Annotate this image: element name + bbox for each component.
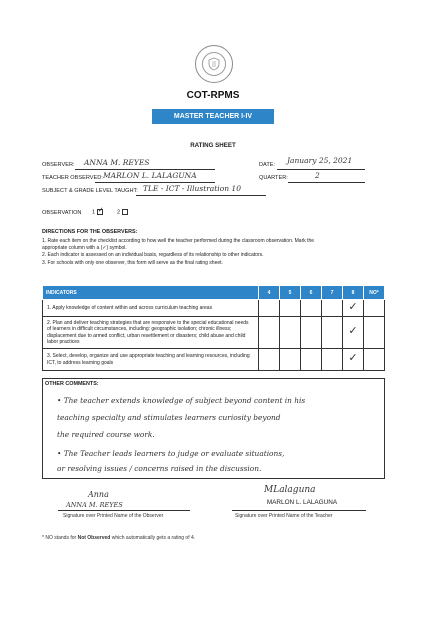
observer-printed-name: ANNA M. REYES [66, 501, 123, 509]
direction-item: appropriate column with a (✓) symbol. [42, 245, 127, 252]
rating-cell-5[interactable] [280, 317, 301, 349]
observation-1-checkbox[interactable] [97, 209, 103, 215]
column-header-4: 4 [259, 286, 280, 300]
teacher-printed-name: MARLON L. LALAGUNA [266, 499, 338, 506]
position-banner: MASTER TEACHER I-IV [152, 109, 274, 124]
teacher-line [95, 182, 215, 183]
column-header-5: 5 [280, 286, 301, 300]
quarter-label: QUARTER: [259, 175, 288, 181]
comment-line: • The teacher extends knowledge of subject beyond content in his [57, 396, 306, 405]
rating-cell-7[interactable] [322, 349, 343, 371]
rating-cell-6[interactable] [301, 349, 322, 371]
observation-label: OBSERVATION [42, 210, 82, 216]
observation-1-checkmark: ✓ [97, 207, 104, 214]
column-header-7: 7 [322, 286, 343, 300]
rating-cell-7[interactable] [322, 300, 343, 317]
date-line [277, 169, 365, 170]
rating-cell-5[interactable] [280, 349, 301, 371]
subject-value[interactable]: TLE - ICT - Illustration 10 [143, 184, 241, 193]
rating-cell-no[interactable] [364, 349, 385, 371]
rating-cell-no[interactable] [364, 300, 385, 317]
table-row [43, 317, 385, 349]
column-header-not-observed: NO* [364, 286, 385, 300]
observer-value[interactable]: ANNA M. REYES [84, 158, 150, 167]
check-mark-icon: ✓ [348, 299, 358, 313]
date-value[interactable]: January 25, 2021 [287, 156, 353, 165]
footnote [42, 535, 195, 541]
rating-cell-4[interactable] [259, 317, 280, 349]
form-title: COT-RPMS [186, 90, 240, 101]
direction-item: 1. Rate each item on the checklist according to how well the teacher performed during the classroom observation. Mark the [42, 238, 315, 244]
observation-2-checkbox[interactable] [122, 209, 128, 215]
directions-list [42, 238, 387, 267]
direction-item: 3. For schools with only one observer, this form will serve as the final rating sheet. [42, 259, 223, 266]
observation-1-option[interactable] [92, 209, 103, 215]
observation-2-label: 2 [117, 209, 121, 216]
footnote-prefix: * NO stands for [42, 535, 78, 541]
footnote-bold: Not Observed [77, 535, 111, 541]
rating-cell-5[interactable] [280, 300, 301, 317]
observer-line [75, 169, 215, 170]
rating-cell-8[interactable] [343, 317, 364, 349]
other-comments-box[interactable] [42, 378, 385, 479]
column-header-8: 8 [343, 286, 364, 300]
check-mark-icon: ✓ [348, 351, 358, 365]
comment-line: or resolving issues / concerns raised in the discussion. [57, 464, 262, 473]
deped-seal-logo [195, 45, 233, 83]
indicator-text: 1. Apply knowledge of content within and across curriculum teaching areas [43, 300, 259, 317]
indicators-header: INDICATORS [43, 286, 259, 300]
rating-cell-8[interactable] [343, 349, 364, 371]
rating-cell-4[interactable] [259, 349, 280, 371]
table-row [43, 349, 385, 371]
indicator-text: 2. Plan and deliver teaching strategies that are responsive to the special educational needs of learners in difficult circumstances, including: geographic isolation; chronic illness; displacement due to armed conflict, urban resettlement or disasters; child abuse and child labor practices [43, 317, 259, 349]
quarter-value[interactable]: 2 [315, 171, 320, 180]
indicators-table [42, 285, 385, 371]
rating-cell-6[interactable] [301, 300, 322, 317]
observer-signature: Anna [88, 490, 109, 499]
teacher-observed-value[interactable]: MARLON L. LALAGUNA [103, 171, 197, 180]
subject-label: SUBJECT & GRADE LEVEL TAUGHT: [42, 188, 138, 194]
check-mark-icon: ✓ [348, 324, 358, 338]
teacher-observed-label: TEACHER OBSERVED: [42, 175, 103, 181]
seal-shield-icon [207, 57, 221, 71]
rating-cell-4[interactable] [259, 300, 280, 317]
observer-signature-caption: Signature over Printed Name of the Observer [63, 513, 164, 519]
observer-label: OBSERVER: [42, 162, 75, 168]
comment-line: • The Teacher leads learners to judge or evaluate situations, [57, 449, 285, 458]
quarter-line [288, 182, 365, 183]
observation-2-option[interactable] [117, 209, 128, 215]
subject-line [136, 195, 266, 196]
indicator-text: 3. Select, develop, organize and use appropriate teaching and learning resources, including ICT, to address learning goals [43, 349, 259, 371]
rating-cell-8[interactable] [343, 300, 364, 317]
teacher-signature: MLalaguna [264, 485, 316, 495]
rating-cell-7[interactable] [322, 317, 343, 349]
observation-1-label: 1 [92, 209, 96, 216]
observer-signature-line [58, 510, 190, 511]
rating-sheet-title: RATING SHEET [190, 142, 236, 149]
directions-title: DIRECTIONS FOR THE OBSERVERS: [42, 229, 138, 235]
date-label: DATE: [259, 162, 276, 168]
table-header-row [43, 286, 385, 300]
rating-cell-no[interactable] [364, 317, 385, 349]
teacher-signature-line [232, 510, 366, 511]
seal-emblem-icon [202, 52, 226, 76]
footnote-suffix: which automatically gets a rating of 4. [110, 535, 196, 541]
comment-line: the required course work. [57, 430, 155, 439]
column-header-6: 6 [301, 286, 322, 300]
table-row [43, 300, 385, 317]
other-comments-label: OTHER COMMENTS: [45, 381, 99, 387]
comment-line: teaching specialty and stimulates learners curiosity beyond [57, 413, 281, 422]
rating-cell-6[interactable] [301, 317, 322, 349]
teacher-signature-caption: Signature over Printed Name of the Teacher [235, 513, 333, 519]
direction-item: 2. Each indicator is assessed on an individual basis, regardless of its relationship to other indicators. [42, 252, 264, 259]
